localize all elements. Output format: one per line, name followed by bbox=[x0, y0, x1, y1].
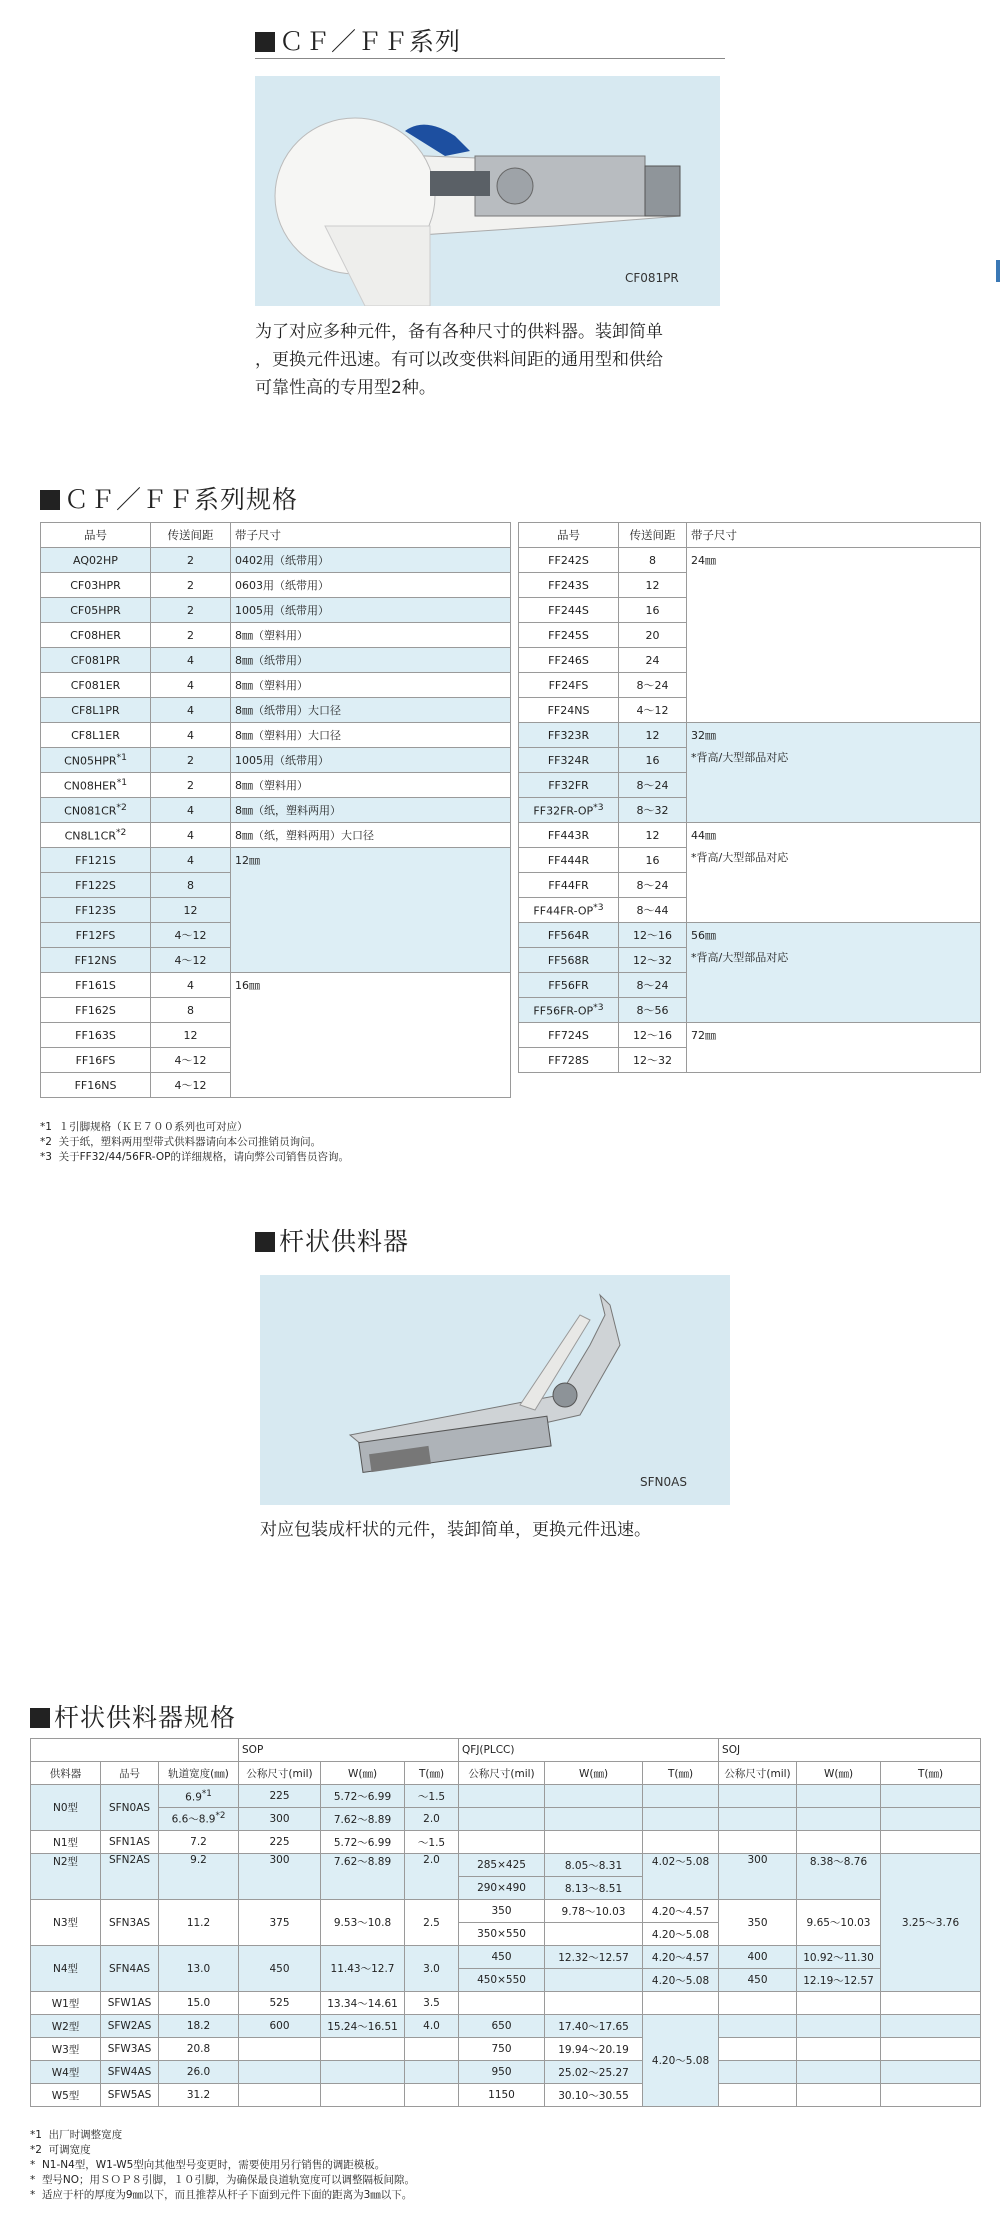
title-square-icon bbox=[255, 32, 275, 52]
table-row: FF161S 4 16㎜ bbox=[41, 973, 511, 998]
group-sop: SOP bbox=[239, 1739, 459, 1762]
table-row: FF44FR 8～24 bbox=[519, 873, 981, 898]
header-tape: 带子尺寸 bbox=[687, 523, 981, 548]
tape-size-cell: 12㎜ bbox=[231, 848, 511, 973]
description-line: 为了对应多种元件，备有各种尺寸的供料器。装卸简单 bbox=[255, 322, 663, 342]
group-soj: SOJ bbox=[719, 1739, 981, 1762]
spec2-title: 杆状供料器规格 bbox=[30, 1698, 236, 1734]
spec1-title: ＣＦ／ＦＦ系列规格 bbox=[40, 480, 298, 516]
tape-size-cell: 24㎜ bbox=[687, 548, 981, 723]
title-square-icon bbox=[255, 1232, 275, 1252]
table-row: CN08HER$^{*1}$ 2 8㎜（塑料用） bbox=[41, 773, 511, 798]
table-row: AQ02HP 2 0402用（纸带用） bbox=[41, 548, 511, 573]
table-row: CF081PR 4 8㎜（纸带用） bbox=[41, 648, 511, 673]
table-row: FF323R 12 32㎜ *背高/大型部品对応 bbox=[519, 723, 981, 748]
table-row: CF03HPR 2 0603用（纸带用） bbox=[41, 573, 511, 598]
table-row: FF728S 12～32 bbox=[519, 1048, 981, 1073]
page-edge-tab bbox=[996, 260, 1000, 282]
table-row: FF244S 16 bbox=[519, 598, 981, 623]
table-row: CF081ER 4 8㎜（塑料用） bbox=[41, 673, 511, 698]
spec2-notes bbox=[30, 2128, 415, 2203]
stick-feeder-illustration bbox=[260, 1275, 730, 1505]
table-row: CF05HPR 2 1005用（纸带用） bbox=[41, 598, 511, 623]
spec1-left-table bbox=[40, 522, 511, 1098]
table-row: FF243S 12 bbox=[519, 573, 981, 598]
table-row: N4型 SFN4AS 13.0 450 11.43～12.7 3.0 450 12.32～12.57 4.20～4.57 400 10.92～11.30 bbox=[31, 1946, 981, 1969]
table-row: FF443R 12 44㎜ *背高/大型部品对応 bbox=[519, 823, 981, 848]
note-line: *2 可调宽度 bbox=[30, 2144, 91, 2156]
title-square-icon bbox=[30, 1708, 50, 1728]
table-row: W5型 SFW5AS 31.2 1150 30.10～30.55 bbox=[31, 2084, 981, 2107]
header-model: 品号 bbox=[519, 523, 619, 548]
group-header-row bbox=[31, 1739, 981, 1762]
title-rule bbox=[255, 58, 725, 59]
note-line: *1 出厂时调整宽度 bbox=[30, 2129, 123, 2141]
note-line: * 适应于杆的厚度为9㎜以下，而且推荐从杆子下面到元件下面的距离为3㎜以下。 bbox=[30, 2189, 413, 2201]
table-row: 450×550 4.20～5.08 450 12.19～12.57 bbox=[31, 1969, 981, 1992]
section1-title: ＣＦ／ＦＦ系列 bbox=[255, 22, 461, 58]
table-row: FF163S 12 bbox=[41, 1023, 511, 1048]
spec1-notes bbox=[40, 1120, 349, 1165]
section1-description bbox=[255, 318, 725, 402]
table-row: N2型 SFN2AS 9.2 300 7.62～8.89 2.0 285×425 8.05～8.31 4.02～5.08 300 8.38～8.76 3.25～3.76 bbox=[31, 1854, 981, 1877]
table-row: FF724S 12～16 72㎜ bbox=[519, 1023, 981, 1048]
spec2-table bbox=[30, 1738, 981, 2107]
table-row: FF56FR-OP$^{*3}$ 8～56 bbox=[519, 998, 981, 1023]
table-row: CF8L1PR 4 8㎜（纸带用）大口径 bbox=[41, 698, 511, 723]
sfn0as-photo bbox=[260, 1275, 730, 1505]
table-row: FF12NS 4～12 bbox=[41, 948, 511, 973]
table-row: FF123S 12 bbox=[41, 898, 511, 923]
table-row: FF246S 24 bbox=[519, 648, 981, 673]
table-row: FF56FR 8～24 bbox=[519, 973, 981, 998]
group-qfj: QFJ(PLCC) bbox=[459, 1739, 719, 1762]
table-row: FF162S 8 bbox=[41, 998, 511, 1023]
photo-caption: CF081PR bbox=[625, 271, 679, 285]
table-row: FF12FS 4～12 bbox=[41, 923, 511, 948]
table-row: FF24NS 4～12 bbox=[519, 698, 981, 723]
table-row: 6.6～8.9$^{*2}$ 300 7.62～8.89 2.0 bbox=[31, 1808, 981, 1831]
table-row: FF444R 16 bbox=[519, 848, 981, 873]
soj-t-cell: 3.25～3.76 bbox=[881, 1854, 981, 1992]
table-row: 290×490 8.13～8.51 bbox=[31, 1877, 981, 1900]
table-row: FF564R 12～16 56㎜ *背高/大型部品对応 bbox=[519, 923, 981, 948]
table-row: FF32FR-OP$^{*3}$ 8～32 bbox=[519, 798, 981, 823]
table-row: FF16FS 4～12 bbox=[41, 1048, 511, 1073]
tape-size-cell: 44㎜ *背高/大型部品对応 bbox=[687, 823, 981, 923]
column-header-row: 供料器 品号 轨道宽度(㎜) 公称尺寸(mil) W(㎜) T(㎜) 公称尺寸(mil) W(㎜) T(㎜) 公称尺寸(mil) W(㎜) T(㎜) bbox=[31, 1762, 981, 1785]
note-line: *1 １引脚规格（ＫＥ７００系列也可对应） bbox=[40, 1121, 248, 1133]
table-row: CN081CR$^{*2}$ 4 8㎜（纸，塑料两用） bbox=[41, 798, 511, 823]
cf081pr-photo bbox=[255, 76, 720, 306]
table-row: CF8L1ER 4 8㎜（塑料用）大口径 bbox=[41, 723, 511, 748]
qfj-t-cell: 4.20～5.08 bbox=[643, 2015, 719, 2107]
note-line: *3 关于FF32/44/56FR-OP的详细规格，请向弊公司销售员咨询。 bbox=[40, 1151, 349, 1163]
header-pitch: 传送间距 bbox=[619, 523, 687, 548]
table-row: CN8L1CR$^{*2}$ 4 8㎜（纸，塑料两用）大口径 bbox=[41, 823, 511, 848]
table-row: FF44FR-OP$^{*3}$ 8～44 bbox=[519, 898, 981, 923]
table-row: FF32FR 8～24 bbox=[519, 773, 981, 798]
table-row: W1型 SFW1AS 15.0 525 13.34～14.61 3.5 bbox=[31, 1992, 981, 2015]
tape-size-cell: 72㎜ bbox=[687, 1023, 981, 1073]
table-row: CF08HER 2 8㎜（塑料用） bbox=[41, 623, 511, 648]
table-row: FF16NS 4～12 bbox=[41, 1073, 511, 1098]
description-line: 可靠性高的专用型2种。 bbox=[255, 378, 436, 398]
table-row: W4型 SFW4AS 26.0 950 25.02～25.27 bbox=[31, 2061, 981, 2084]
table-row: FF121S 4 12㎜ bbox=[41, 848, 511, 873]
header-model: 品号 bbox=[41, 523, 151, 548]
table-row: CN05HPR$^{*1}$ 2 1005用（纸带用） bbox=[41, 748, 511, 773]
header-tape: 带子尺寸 bbox=[231, 523, 511, 548]
tape-size-cell: 56㎜ *背高/大型部品对応 bbox=[687, 923, 981, 1023]
photo-caption: SFN0AS bbox=[640, 1475, 687, 1489]
table-row: N0型 SFN0AS 6.9$^{*1}$ 225 5.72～6.99 ～1.5 bbox=[31, 1785, 981, 1808]
title-square-icon bbox=[40, 490, 60, 510]
table-row: N3型 SFN3AS 11.2 375 9.53～10.8 2.5 350 9.78～10.03 4.20～4.57 350 9.65～10.03 bbox=[31, 1900, 981, 1923]
table-row: FF122S 8 bbox=[41, 873, 511, 898]
note-line: *2 关于纸，塑料两用型带式供料器请向本公司推销员询问。 bbox=[40, 1136, 322, 1148]
spec1-right-table bbox=[518, 522, 981, 1073]
table-row: FF245S 20 bbox=[519, 623, 981, 648]
table-row: FF24FS 8～24 bbox=[519, 673, 981, 698]
table-row: W3型 SFW3AS 20.8 750 19.94～20.19 bbox=[31, 2038, 981, 2061]
table-row: FF568R 12～32 bbox=[519, 948, 981, 973]
tape-size-cell: 16㎜ bbox=[231, 973, 511, 1098]
tape-size-cell: 32㎜ *背高/大型部品对応 bbox=[687, 723, 981, 823]
header-pitch: 传送间距 bbox=[151, 523, 231, 548]
section2-title: 杆状供料器 bbox=[255, 1222, 409, 1258]
note-line: * N1-N4型，W1-W5型向其他型号变更时，需要使用另行销售的调距模板。 bbox=[30, 2159, 386, 2171]
note-line: * 型号NO；用ＳＯＰ８引脚，１０引脚，为确保最良道轨宽度可以调整隔板间隙。 bbox=[30, 2174, 416, 2186]
table-row: W2型 SFW2AS 18.2 600 15.24～16.51 4.0 650 17.40～17.65 4.20～5.08 bbox=[31, 2015, 981, 2038]
section2-description: 对应包装成杆状的元件，装卸简单，更换元件迅速。 bbox=[260, 1520, 651, 1540]
table-row: FF242S 8 24㎜ bbox=[519, 548, 981, 573]
table-row: 350×550 4.20～5.08 bbox=[31, 1923, 981, 1946]
table-row: FF324R 16 bbox=[519, 748, 981, 773]
description-line: ，更换元件迅速。有可以改变供料间距的通用型和供给 bbox=[255, 350, 663, 370]
table-row: N1型 SFN1AS 7.2 225 5.72～6.99 ～1.5 bbox=[31, 1831, 981, 1854]
